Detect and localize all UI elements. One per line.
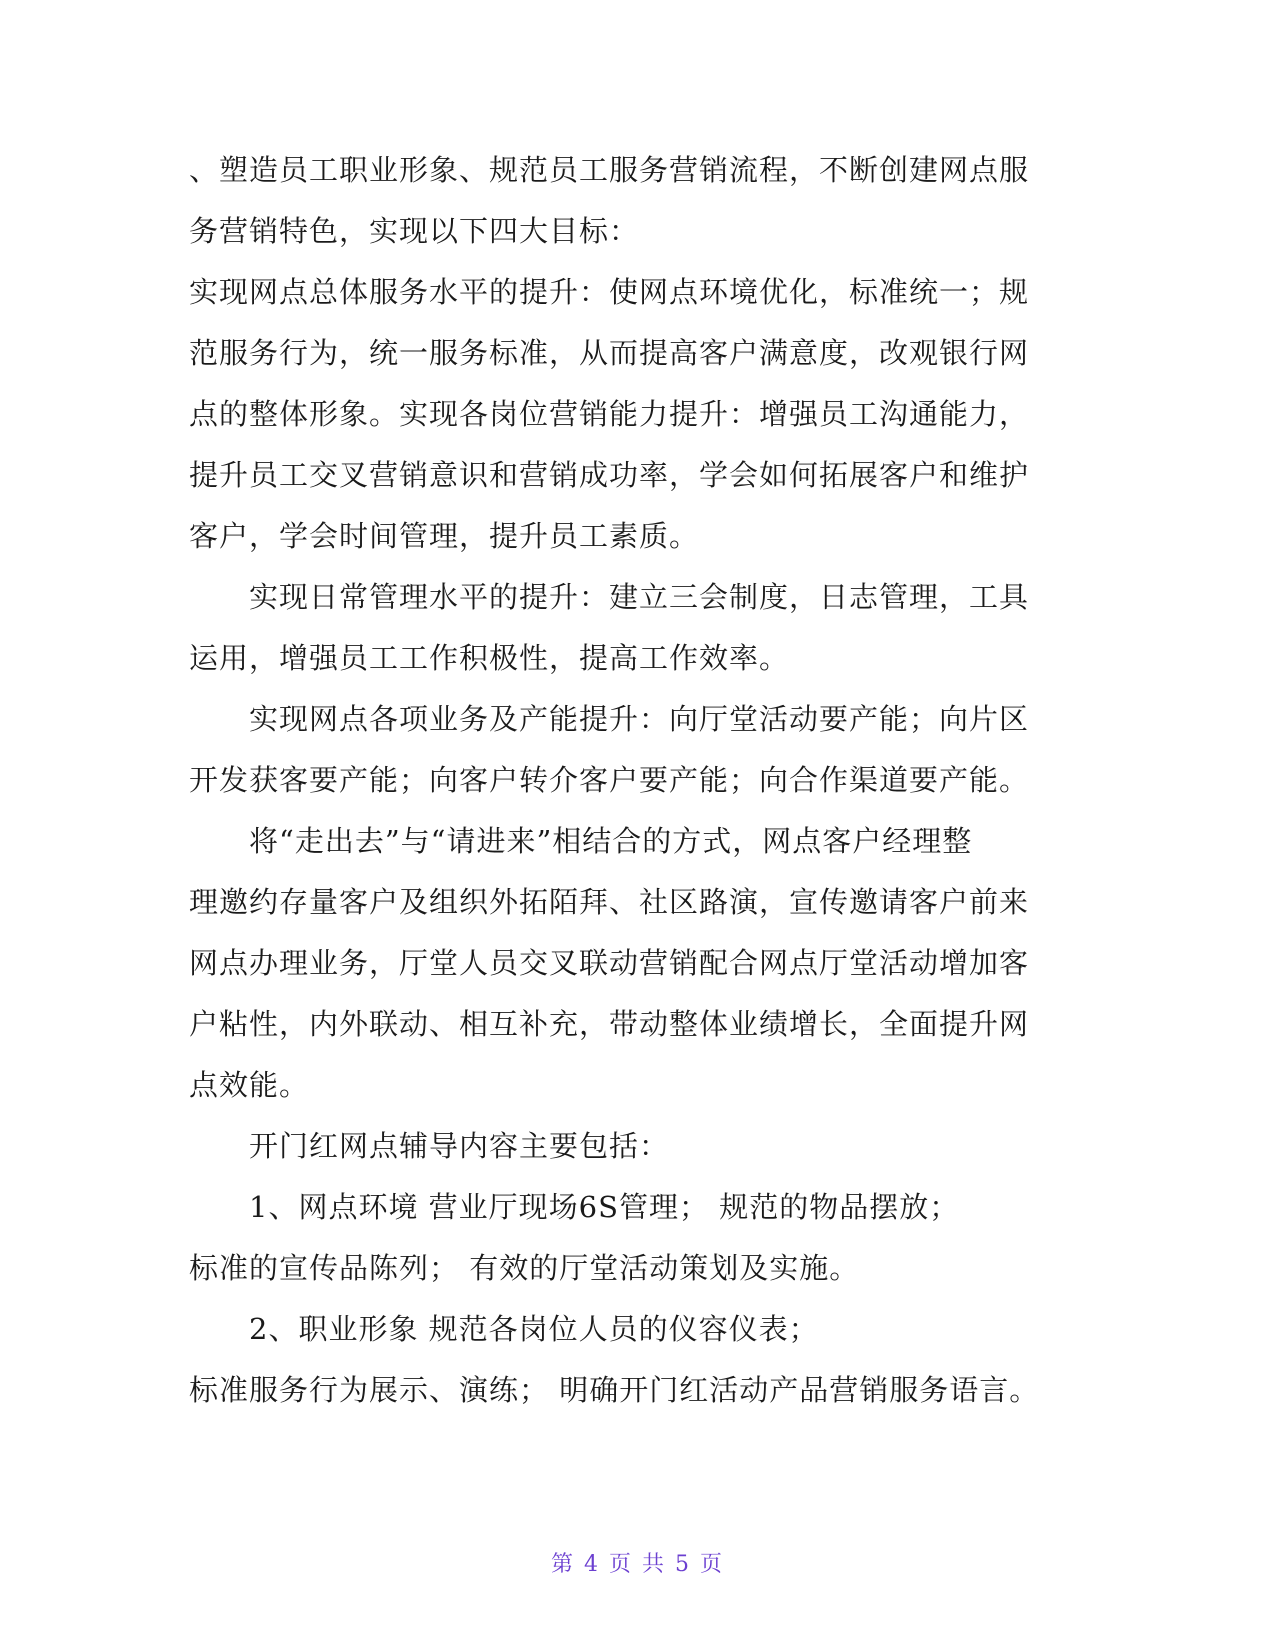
page-number-footer: 第 4 页 共 5 页 <box>551 1552 724 1577</box>
document-body <box>189 140 1069 1421</box>
paragraph-line: 务营销特色，实现以下四大目标： <box>189 214 640 248</box>
paragraph-line: 将“走出去”与“请进来”相结合的方式，网点客户经理整 <box>249 824 973 858</box>
paragraph-line: 点的整体形象。实现各岗位营销能力提升：增强员工沟通能力， <box>189 397 1030 431</box>
paragraph-line: 开发获客要产能；向客户转介客户要产能；向合作渠道要产能。 <box>189 763 1030 797</box>
paragraph-line: 点效能。 <box>189 1068 310 1102</box>
paragraph-line: 开门红网点辅导内容主要包括： <box>249 1129 670 1163</box>
list-item-line: 2、职业形象 规范各岗位人员的仪容仪表； <box>249 1312 819 1346</box>
paragraph-line: 运用，增强员工工作积极性，提高工作效率。 <box>189 641 790 675</box>
list-item-line: 标准服务行为展示、演练； 明确开门红活动产品营销服务语言。 <box>189 1373 1040 1407</box>
paragraph-line: 范服务行为，统一服务标准，从而提高客户满意度，改观银行网 <box>189 336 1030 370</box>
list-item-line: 1、网点环境 营业厅现场6S管理； 规范的物品摆放； <box>249 1190 960 1224</box>
paragraph-line: 实现日常管理水平的提升：建立三会制度，日志管理，工具 <box>249 580 1030 614</box>
paragraph-line: 理邀约存量客户及组织外拓陌拜、社区路演，宣传邀请客户前来 <box>189 885 1030 919</box>
paragraph-line: 、塑造员工职业形象、规范员工服务营销流程，不断创建网点服 <box>189 153 1030 187</box>
paragraph-line: 户粘性，内外联动、相互补充，带动整体业绩增长，全面提升网 <box>189 1007 1030 1041</box>
paragraph-line: 实现网点总体服务水平的提升：使网点环境优化，标准统一；规 <box>189 275 1030 309</box>
paragraph-line: 提升员工交叉营销意识和营销成功率，学会如何拓展客户和维护 <box>189 458 1030 492</box>
paragraph-line: 实现网点各项业务及产能提升：向厅堂活动要产能；向片区 <box>249 702 1030 736</box>
list-item-line: 标准的宣传品陈列； 有效的厅堂活动策划及实施。 <box>189 1251 860 1285</box>
paragraph-line: 网点办理业务，厅堂人员交叉联动营销配合网点厅堂活动增加客 <box>189 946 1030 980</box>
paragraph-line: 客户，学会时间管理，提升员工素质。 <box>189 519 700 553</box>
